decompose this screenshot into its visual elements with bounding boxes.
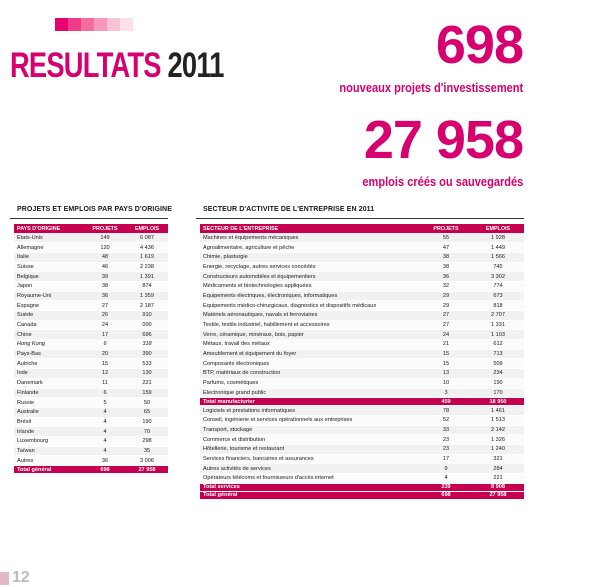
col-header-sector: SECTEUR DE L'ENTREPRISE bbox=[203, 225, 279, 232]
cell-label: BTP, matériaux de construction bbox=[200, 369, 420, 379]
cell-projects: 13 bbox=[420, 369, 472, 379]
table-row bbox=[14, 398, 168, 408]
cell-jobs: 2 142 bbox=[472, 425, 524, 435]
table-row bbox=[200, 311, 524, 321]
cell-label: Canada bbox=[14, 320, 84, 330]
cell-projects: 3 bbox=[420, 388, 472, 398]
cell-projects: 23 bbox=[420, 435, 472, 445]
table-row bbox=[200, 233, 524, 243]
cell-label: Autres bbox=[14, 456, 84, 466]
cell-jobs: 298 bbox=[126, 436, 168, 446]
decor-square bbox=[94, 18, 107, 31]
cell-projects: 698 bbox=[84, 466, 126, 474]
cell-projects: 48 bbox=[84, 252, 126, 262]
table-row bbox=[14, 349, 168, 359]
table-row bbox=[200, 454, 524, 464]
cell-label: Allemagne bbox=[14, 243, 84, 253]
cell-jobs: 2 187 bbox=[126, 301, 168, 311]
cell-label: Commerce et distribution bbox=[200, 435, 420, 445]
total-row-services bbox=[200, 483, 524, 491]
cell-projects: 26 bbox=[84, 311, 126, 321]
cell-projects: 36 bbox=[84, 291, 126, 301]
country-panel-rule bbox=[10, 218, 168, 219]
table-row bbox=[14, 388, 168, 398]
cell-projects: 29 bbox=[420, 291, 472, 301]
cell-projects: 4 bbox=[84, 417, 126, 427]
cell-jobs: 713 bbox=[472, 349, 524, 359]
total-row-general bbox=[200, 491, 524, 499]
cell-projects: 36 bbox=[420, 272, 472, 282]
decor-square bbox=[120, 18, 133, 31]
cell-projects: 38 bbox=[420, 262, 472, 272]
table-row bbox=[200, 330, 524, 340]
table-row bbox=[14, 340, 168, 350]
cell-jobs: 190 bbox=[126, 417, 168, 427]
sector-table-header bbox=[200, 224, 524, 233]
cell-jobs: 818 bbox=[472, 301, 524, 311]
cell-jobs: 8 908 bbox=[472, 483, 524, 491]
cell-projects: 27 bbox=[420, 311, 472, 321]
table-row bbox=[200, 301, 524, 311]
table-row bbox=[14, 281, 168, 291]
page-number-bar bbox=[0, 572, 9, 585]
projects-count: 698 bbox=[435, 15, 523, 75]
cell-label: Machines et équipements mécaniques bbox=[200, 233, 420, 243]
table-row bbox=[14, 436, 168, 446]
cell-label: Equipements médico-chirurgicaux, diagnostics et dispositifs médicaux bbox=[200, 301, 420, 311]
cell-projects: 17 bbox=[84, 330, 126, 340]
cell-jobs: 2 707 bbox=[472, 311, 524, 321]
cell-projects: 23 bbox=[420, 444, 472, 454]
table-row bbox=[200, 444, 524, 454]
cell-projects: 32 bbox=[420, 281, 472, 291]
cell-label: Total général bbox=[14, 466, 84, 474]
page-number-text: 12 bbox=[12, 569, 30, 586]
cell-jobs: 1 461 bbox=[472, 406, 524, 416]
cell-projects: 36 bbox=[84, 456, 126, 466]
cell-label: Agroalimentaire, agriculture et pêche bbox=[200, 243, 420, 253]
cell-jobs: 673 bbox=[472, 291, 524, 301]
total-row bbox=[14, 466, 168, 474]
table-row bbox=[200, 415, 524, 425]
cell-jobs: 27 958 bbox=[472, 491, 524, 499]
cell-jobs: 1 566 bbox=[472, 252, 524, 262]
cell-projects: 11 bbox=[84, 378, 126, 388]
cell-label: Logiciels et prestations informatiques bbox=[200, 406, 420, 416]
decor-square bbox=[68, 18, 81, 31]
cell-jobs: 1 619 bbox=[126, 252, 168, 262]
cell-jobs: 70 bbox=[126, 427, 168, 437]
cell-label: Taïwan bbox=[14, 446, 84, 456]
jobs-label: emplois créés ou sauvegardés bbox=[362, 174, 523, 189]
cell-projects: 4 bbox=[420, 474, 472, 484]
cell-label: Australie bbox=[14, 407, 84, 417]
cell-jobs: 284 bbox=[472, 464, 524, 474]
table-row bbox=[14, 330, 168, 340]
cell-jobs: 4 436 bbox=[126, 243, 168, 253]
cell-jobs: 696 bbox=[126, 330, 168, 340]
cell-label: Royaume-Uni bbox=[14, 291, 84, 301]
cell-jobs: 745 bbox=[472, 262, 524, 272]
cell-jobs: 221 bbox=[472, 474, 524, 484]
title-word-resultats: RESULTATS bbox=[10, 46, 161, 85]
table-row bbox=[14, 262, 168, 272]
cell-jobs: 190 bbox=[472, 378, 524, 388]
cell-label: Hong Kong bbox=[14, 340, 84, 350]
table-row bbox=[200, 425, 524, 435]
table-row bbox=[200, 340, 524, 350]
cell-projects: 52 bbox=[420, 415, 472, 425]
cell-label: Services financiers, bancaires et assurances bbox=[200, 454, 420, 464]
cell-jobs: 27 958 bbox=[126, 466, 168, 474]
cell-projects: 24 bbox=[84, 320, 126, 330]
cell-projects: 20 bbox=[84, 349, 126, 359]
cell-label: Espagne bbox=[14, 301, 84, 311]
col-header-jobs: EMPLOIS bbox=[134, 225, 160, 232]
cell-label: Etats-Unis bbox=[14, 233, 84, 243]
table-row bbox=[14, 369, 168, 379]
cell-label: Energie, recyclage, autres services concédés bbox=[200, 262, 420, 272]
cell-projects: 149 bbox=[84, 233, 126, 243]
cell-projects: 239 bbox=[420, 483, 472, 491]
table-row bbox=[14, 359, 168, 369]
cell-label: Autriche bbox=[14, 359, 84, 369]
cell-jobs: 1 103 bbox=[472, 330, 524, 340]
table-row bbox=[14, 427, 168, 437]
cell-label: Total général bbox=[200, 491, 420, 499]
cell-jobs: 50 bbox=[126, 398, 168, 408]
cell-jobs: 35 bbox=[126, 446, 168, 456]
cell-projects: 21 bbox=[420, 340, 472, 350]
cell-jobs: 874 bbox=[126, 281, 168, 291]
cell-jobs: 321 bbox=[472, 454, 524, 464]
cell-jobs: 2 238 bbox=[126, 262, 168, 272]
cell-projects: 12 bbox=[84, 369, 126, 379]
cell-jobs: 1 326 bbox=[472, 435, 524, 445]
table-row bbox=[200, 369, 524, 379]
cell-label: Opérateurs télécoms et fournisseurs d'accès internet bbox=[200, 474, 420, 484]
sector-table bbox=[200, 224, 524, 500]
cell-projects: 5 bbox=[84, 398, 126, 408]
col-header-jobs: EMPLOIS bbox=[485, 225, 511, 232]
cell-projects: 15 bbox=[420, 349, 472, 359]
cell-label: Total services bbox=[200, 483, 420, 491]
cell-label: Danemark bbox=[14, 378, 84, 388]
cell-label: Brésil bbox=[14, 417, 84, 427]
table-row bbox=[200, 435, 524, 445]
cell-jobs: 774 bbox=[472, 281, 524, 291]
cell-projects: 46 bbox=[84, 262, 126, 272]
cell-jobs: 1 513 bbox=[472, 415, 524, 425]
table-row bbox=[200, 474, 524, 484]
cell-jobs: 533 bbox=[126, 359, 168, 369]
decor-square bbox=[81, 18, 94, 31]
cell-projects: 33 bbox=[420, 425, 472, 435]
cell-label: Chine bbox=[14, 330, 84, 340]
cell-projects: 47 bbox=[420, 243, 472, 253]
cell-projects: 55 bbox=[420, 233, 472, 243]
cell-projects: 6 bbox=[84, 388, 126, 398]
cell-label: Matériels aéronautiques, navals et ferroviaires bbox=[200, 311, 420, 321]
cell-projects: 24 bbox=[420, 330, 472, 340]
cell-jobs: 1 240 bbox=[472, 444, 524, 454]
decorative-squares bbox=[55, 18, 133, 31]
cell-projects: 38 bbox=[420, 252, 472, 262]
sector-panel-title: SECTEUR D'ACTIVITE DE L'ENTREPRISE EN 2011 bbox=[203, 206, 375, 213]
page-title bbox=[10, 46, 224, 86]
cell-projects: 27 bbox=[420, 320, 472, 330]
projects-label: nouveaux projets d'investissement bbox=[339, 80, 523, 95]
cell-projects: 459 bbox=[420, 398, 472, 406]
cell-label: Total manufacturier bbox=[200, 398, 420, 406]
cell-projects: 4 bbox=[84, 427, 126, 437]
cell-jobs: 221 bbox=[126, 378, 168, 388]
cell-label: Suède bbox=[14, 311, 84, 321]
cell-jobs: 509 bbox=[472, 359, 524, 369]
cell-jobs: 910 bbox=[126, 311, 168, 321]
cell-projects: 4 bbox=[84, 407, 126, 417]
cell-projects: 698 bbox=[420, 491, 472, 499]
cell-projects: 6 bbox=[84, 340, 126, 350]
cell-jobs: 1 359 bbox=[126, 291, 168, 301]
cell-label: Irlande bbox=[14, 427, 84, 437]
cell-label: Equipements électriques, électroniques, informatiques bbox=[200, 291, 420, 301]
cell-jobs: 000 bbox=[126, 320, 168, 330]
cell-projects: 17 bbox=[420, 454, 472, 464]
cell-projects: 4 bbox=[84, 446, 126, 456]
cell-jobs: 1 449 bbox=[472, 243, 524, 253]
cell-projects: 4 bbox=[84, 436, 126, 446]
cell-label: Russie bbox=[14, 398, 84, 408]
cell-projects: 9 bbox=[420, 464, 472, 474]
cell-label: Hôtellerie, tourisme et restaurant bbox=[200, 444, 420, 454]
col-header-country: PAYS D'ORIGINE bbox=[17, 225, 61, 232]
cell-jobs: 318 bbox=[126, 340, 168, 350]
table-row bbox=[200, 378, 524, 388]
cell-jobs: 1 331 bbox=[472, 320, 524, 330]
table-row bbox=[200, 291, 524, 301]
table-row bbox=[200, 281, 524, 291]
table-row bbox=[14, 378, 168, 388]
cell-projects: 15 bbox=[420, 359, 472, 369]
table-row bbox=[200, 406, 524, 416]
table-row bbox=[14, 243, 168, 253]
title-word-year: 2011 bbox=[167, 46, 224, 85]
table-row bbox=[200, 320, 524, 330]
cell-label: Electronique grand public bbox=[200, 388, 420, 398]
cell-label: Métaux, travail des métaux bbox=[200, 340, 420, 350]
cell-label: Textile, textile industriel, habillement et accessoires bbox=[200, 320, 420, 330]
table-row bbox=[200, 252, 524, 262]
table-row bbox=[14, 320, 168, 330]
cell-projects: 10 bbox=[420, 378, 472, 388]
cell-jobs: 65 bbox=[126, 407, 168, 417]
table-row bbox=[200, 388, 524, 398]
table-row bbox=[200, 243, 524, 253]
table-row bbox=[14, 407, 168, 417]
cell-label: Ameublement et équipement du foyer bbox=[200, 349, 420, 359]
col-header-projects: PROJETS bbox=[92, 225, 118, 232]
table-row bbox=[14, 272, 168, 282]
table-row bbox=[14, 252, 168, 262]
cell-label: Finlande bbox=[14, 388, 84, 398]
cell-label: Suisse bbox=[14, 262, 84, 272]
table-row bbox=[14, 291, 168, 301]
table-row bbox=[200, 262, 524, 272]
table-row bbox=[14, 301, 168, 311]
table-row bbox=[200, 349, 524, 359]
cell-jobs: 1 391 bbox=[126, 272, 168, 282]
sector-panel-rule bbox=[196, 218, 524, 219]
cell-jobs: 159 bbox=[126, 388, 168, 398]
jobs-count: 27 958 bbox=[363, 110, 523, 170]
cell-projects: 29 bbox=[420, 301, 472, 311]
cell-label: Verre, céramique, minéraux, bois, papier bbox=[200, 330, 420, 340]
cell-jobs: 6 087 bbox=[126, 233, 168, 243]
cell-jobs: 1 928 bbox=[472, 233, 524, 243]
country-table bbox=[14, 224, 168, 474]
page-number bbox=[0, 569, 30, 587]
cell-projects: 15 bbox=[84, 359, 126, 369]
cell-label: Composants électroniques bbox=[200, 359, 420, 369]
cell-jobs: 3 006 bbox=[126, 456, 168, 466]
cell-label: Inde bbox=[14, 369, 84, 379]
col-header-projects: PROJETS bbox=[433, 225, 459, 232]
table-row bbox=[14, 233, 168, 243]
decor-square bbox=[55, 18, 68, 31]
table-row bbox=[200, 464, 524, 474]
cell-label: Médicaments et biotechnologies appliquées bbox=[200, 281, 420, 291]
cell-projects: 38 bbox=[84, 281, 126, 291]
cell-jobs: 130 bbox=[126, 369, 168, 379]
total-row-manufacturing bbox=[200, 398, 524, 406]
table-row bbox=[14, 417, 168, 427]
cell-label: Transport, stockage bbox=[200, 425, 420, 435]
cell-projects: 78 bbox=[420, 406, 472, 416]
cell-jobs: 390 bbox=[126, 349, 168, 359]
decor-square bbox=[107, 18, 120, 31]
table-row bbox=[200, 359, 524, 369]
cell-jobs: 234 bbox=[472, 369, 524, 379]
cell-projects: 39 bbox=[84, 272, 126, 282]
cell-label: Chimie, plasturgie bbox=[200, 252, 420, 262]
cell-label: Japon bbox=[14, 281, 84, 291]
country-panel-title: PROJETS ET EMPLOIS PAR PAYS D'ORIGINE bbox=[17, 206, 172, 213]
cell-label: Italie bbox=[14, 252, 84, 262]
cell-label: Belgique bbox=[14, 272, 84, 282]
cell-jobs: 18 950 bbox=[472, 398, 524, 406]
cell-label: Parfums, cosmétiques bbox=[200, 378, 420, 388]
cell-label: Conseil, ingénierie et services opérationnels aux entreprises bbox=[200, 415, 420, 425]
cell-jobs: 170 bbox=[472, 388, 524, 398]
table-row bbox=[14, 311, 168, 321]
cell-jobs: 3 302 bbox=[472, 272, 524, 282]
country-table-header bbox=[14, 224, 168, 233]
table-row bbox=[14, 446, 168, 456]
cell-projects: 120 bbox=[84, 243, 126, 253]
table-row bbox=[14, 456, 168, 466]
cell-label: Luxembourg bbox=[14, 436, 84, 446]
cell-label: Constructeurs automobiles et équipementiers bbox=[200, 272, 420, 282]
cell-jobs: 612 bbox=[472, 340, 524, 350]
cell-label: Pays-Bas bbox=[14, 349, 84, 359]
table-row bbox=[200, 272, 524, 282]
cell-projects: 27 bbox=[84, 301, 126, 311]
cell-label: Autres activités de services bbox=[200, 464, 420, 474]
